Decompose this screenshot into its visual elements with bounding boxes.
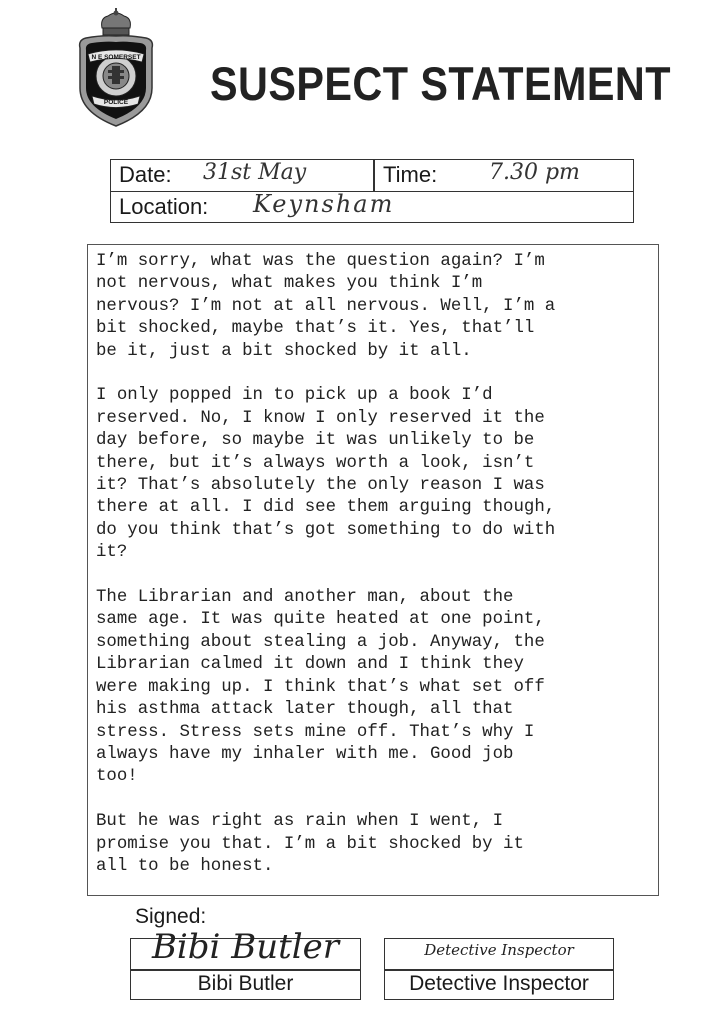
suspect-signature-box xyxy=(130,927,361,1000)
statement-paragraph-4: But he was right as rain when I went, I promise you that. I’m a bit shocked by it all to be honest. xyxy=(96,812,524,876)
svg-text:POLICE: POLICE xyxy=(103,99,129,106)
officer-signature: Detective Inspector xyxy=(424,941,574,959)
svg-text:N E SOMERSET: N E SOMERSET xyxy=(91,54,141,61)
officer-signature-separator xyxy=(385,969,613,971)
time-label: Time: xyxy=(383,162,438,187)
crown-icon xyxy=(102,8,131,35)
document-title: SUSPECT STATEMENT xyxy=(210,57,671,110)
suspect-signature-separator xyxy=(131,969,360,971)
date-time-divider xyxy=(373,160,375,192)
statement-paragraph-3: The Librarian and another man, about the same age. It was quite heated at one point, something about stealing a job. Anyway, the Librarian calmed it down and I think they were making up. I think that’s what set off his asthma attack later though, all that stress. Stress sets mine off. That’s why I always have my inhaler with me. Good job too! xyxy=(96,588,545,787)
suspect-signature: Bibi Butler xyxy=(151,927,340,967)
officer-signature-box xyxy=(384,938,614,1000)
statement-details-box xyxy=(110,159,634,223)
location-label: Location: xyxy=(119,194,209,219)
statement-paragraph-1: I’m sorry, what was the question again? I’m not nervous, what makes you think I’m nervous? I’m not at all nervous. Well, I’m a bit shocked, maybe that’s it. Yes, that’ll be it, just a bit shocked by it all. xyxy=(96,252,556,361)
date-time-row xyxy=(111,160,633,192)
date-value: 31st May xyxy=(203,160,307,185)
statement-paragraph-2: I only popped in to pick up a book I’d reserved. No, I know I only reserved it the day before, so maybe it was unlikely to be there, but it’s always worth a look, isn’t it? That’s absolutely the only reason I was there at all. I did see them arguing though, do you think that’s got something to do with it? xyxy=(96,386,556,563)
police-badge-logo xyxy=(72,8,160,130)
statement-text-box xyxy=(87,244,659,896)
signed-label: Signed: xyxy=(135,905,207,928)
date-label: Date: xyxy=(119,162,172,187)
location-value: Keynsham xyxy=(253,190,395,218)
time-value: 7.30 pm xyxy=(489,160,580,185)
suspect-printed-name: Bibi Butler xyxy=(197,972,294,995)
officer-printed-name: Detective Inspector xyxy=(409,972,589,995)
